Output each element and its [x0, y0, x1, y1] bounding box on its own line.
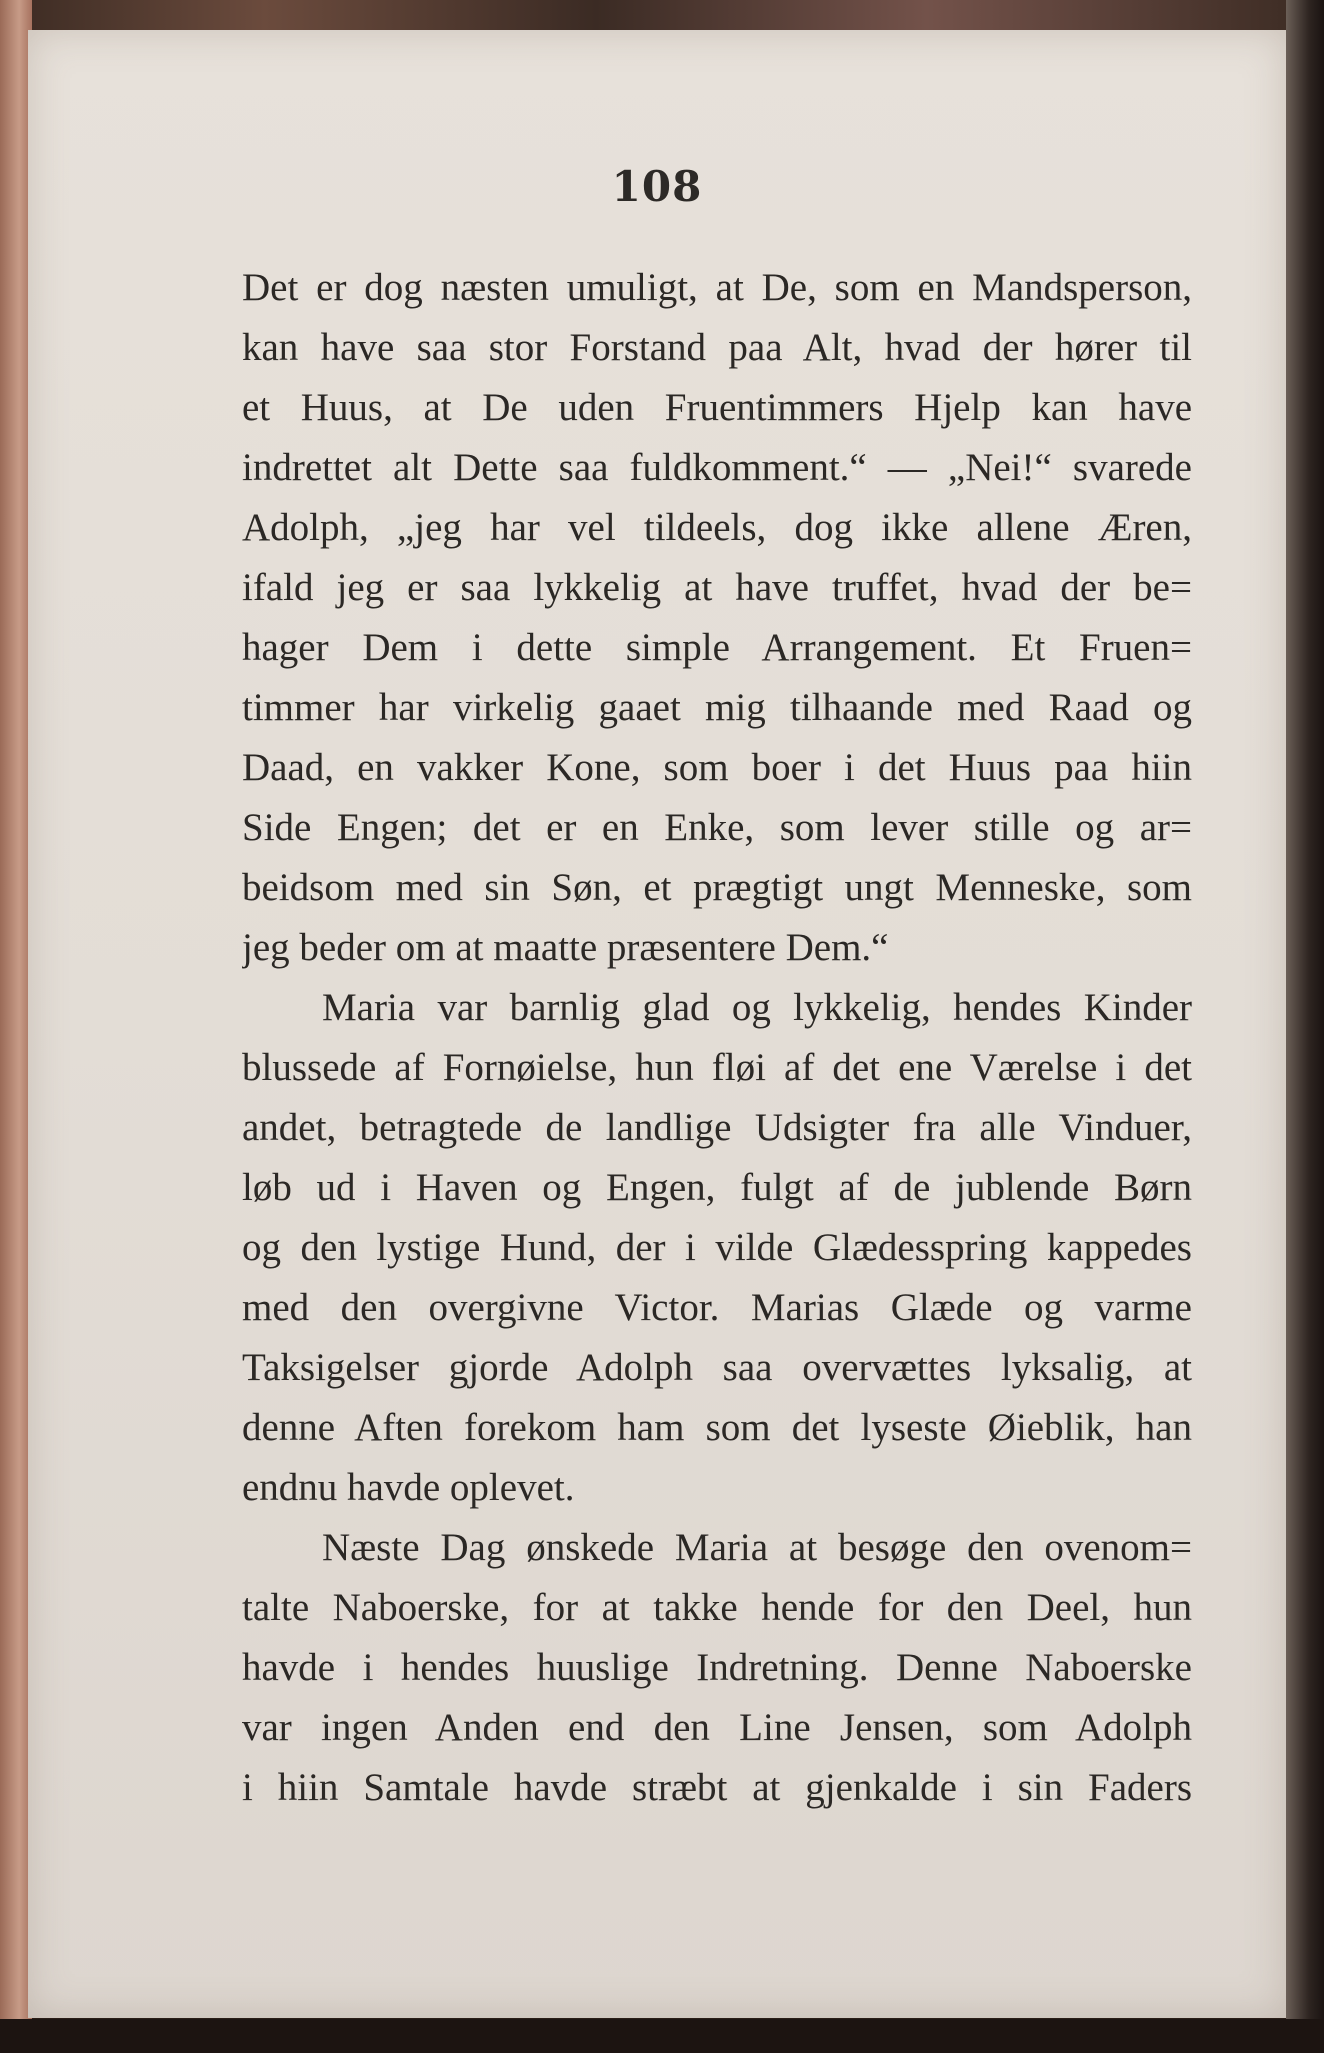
text-line: timmer har virkelig gaaet mig tilhaande med Raad og	[242, 686, 1192, 729]
text-line: beidsom med sin Søn, et prægtigt ungt Menneske, som	[242, 866, 1192, 909]
paragraph-start-line: Næste Dag ønskede Maria at besøge den ovenom=	[322, 1526, 1192, 1569]
text-line: indrettet alt Dette saa fuldkomment.“ — „Nei!“ svarede	[242, 446, 1192, 489]
paragraph-start-line: Maria var barnlig glad og lykkelig, hendes Kinder	[322, 986, 1192, 1029]
text-line: Daad, en vakker Kone, som boer i det Huus paa hiin	[242, 746, 1192, 789]
text-line: kan have saa stor Forstand paa Alt, hvad der hører til	[242, 326, 1192, 369]
text-line: andet, betragtede de landlige Udsigter fra alle Vinduer,	[242, 1106, 1192, 1149]
book-page	[28, 30, 1286, 2018]
text-line: endnu havde oplevet.	[242, 1466, 575, 1509]
book-spine-shadow-right	[1286, 0, 1324, 2053]
text-line: med den overgivne Victor. Marias Glæde og varme	[242, 1286, 1192, 1329]
text-line: talte Naboerske, for at takke hende for den Deel, hun	[242, 1586, 1192, 1629]
text-line: Det er dog næsten umuligt, at De, som en Mandsperson,	[242, 266, 1192, 309]
text-line: blussede af Fornøielse, hun fløi af det ene Værelse i det	[242, 1046, 1192, 1089]
text-line: Side Engen; det er en Enke, som lever stille og ar=	[242, 806, 1192, 849]
text-line: i hiin Samtale havde stræbt at gjenkalde i sin Faders	[242, 1766, 1192, 1809]
text-line: løb ud i Haven og Engen, fulgt af de jublende Børn	[242, 1166, 1192, 1209]
text-line: og den lystige Hund, der i vilde Glædesspring kappedes	[242, 1226, 1192, 1269]
text-line: jeg beder om at maatte præsentere Dem.“	[242, 926, 889, 969]
text-line: hager Dem i dette simple Arrangement. Et Fruen=	[242, 626, 1192, 669]
text-line: denne Aften forekom ham som det lyseste Øieblik, han	[242, 1406, 1192, 1449]
text-line: ifald jeg er saa lykkelig at have truffet, hvad der be=	[242, 566, 1192, 609]
book-bottom-edge	[0, 2019, 1324, 2053]
text-line: et Huus, at De uden Fruentimmers Hjelp kan have	[242, 386, 1192, 429]
text-line: havde i hendes huuslige Indretning. Denne Naboerske	[242, 1646, 1192, 1689]
body-text	[242, 258, 1192, 1818]
page-number: 108	[611, 162, 703, 211]
text-line: var ingen Anden end den Line Jensen, som Adolph	[242, 1706, 1192, 1749]
book-top-edge	[0, 0, 1324, 30]
text-line: Taksigelser gjorde Adolph saa overvættes lyksalig, at	[242, 1346, 1192, 1389]
text-line: Adolph, „jeg har vel tildeels, dog ikke allene Æren,	[242, 506, 1192, 549]
